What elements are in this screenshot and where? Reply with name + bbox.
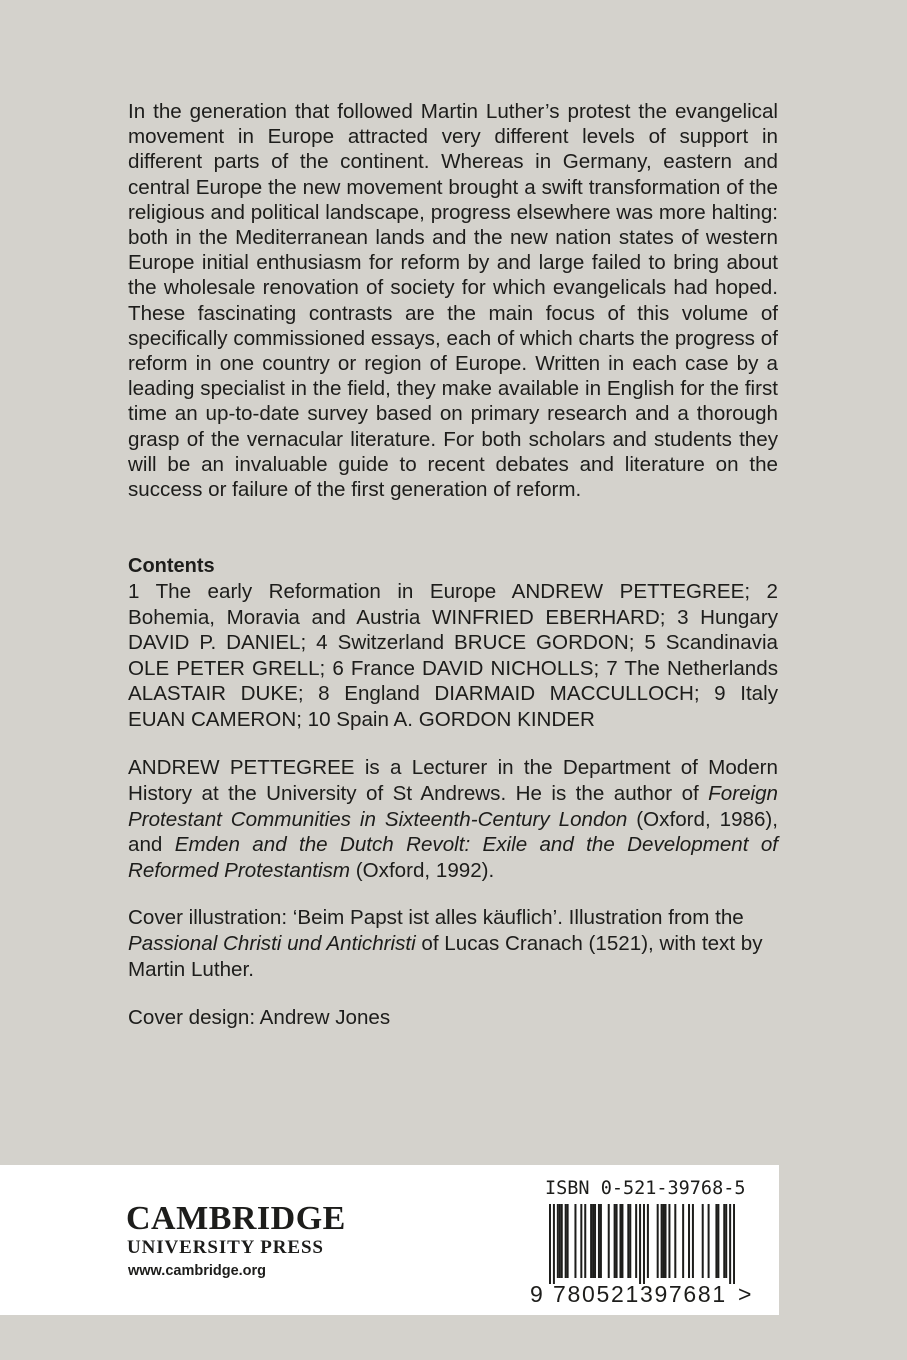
barcode-bar (717, 1204, 719, 1278)
barcode-bar (619, 1204, 621, 1278)
author-book-note-1: (Oxford, 1986), and (128, 807, 779, 857)
cover-illustration-credit (128, 905, 783, 982)
publisher-logo-name: CAMBRIDGE (126, 1200, 346, 1237)
author-book-note-2: (Oxford, 1992). (350, 859, 495, 883)
barcode-bar (725, 1204, 727, 1278)
barcode-bar (598, 1204, 600, 1278)
barcode-quiet-zone-arrow: > (738, 1281, 752, 1307)
barcode-bar (574, 1204, 576, 1278)
author-bio (128, 755, 778, 884)
barcode-bar (621, 1204, 623, 1278)
barcode-bar (565, 1204, 567, 1278)
barcode-bar (594, 1204, 596, 1278)
barcode-guard-bar (733, 1204, 735, 1284)
barcode-bar (557, 1204, 559, 1278)
barcode-digits: 780521397681 (553, 1281, 727, 1307)
barcode-bar (627, 1204, 629, 1278)
barcode-bar (688, 1204, 690, 1278)
barcode-bar (614, 1204, 616, 1278)
barcode-bar (715, 1204, 717, 1278)
isbn-label: ISBN 0-521-39768-5 (545, 1178, 746, 1199)
barcode-bar (663, 1204, 665, 1278)
barcode-guard-bar (643, 1204, 645, 1284)
contents-list: 1 The early Reformation in Europe ANDREW PETTEGREE; 2 Bohemia, Moravia and Austria WINFRIED EBERHARD; 3 Hungary DAVID P. DANIEL; 4 Switzerland BRUCE GORDON; 5 Scandinavia OLE PETER GRELL; 6 France DAVID NICHOLLS; 7 The Netherlands ALASTAIR DUKE; 8 England DIARMAID MACCULLOCH; 9 Italy EUAN CAMERON; 10 Spain A. GORDON KINDER (128, 580, 778, 731)
barcode-bar (702, 1204, 704, 1278)
barcode-bar (668, 1204, 670, 1278)
barcode-bar (567, 1204, 569, 1278)
cover-illustration-part2: of Lucas Cranach (1521), with text by Martin Luther. (128, 931, 763, 981)
barcode-bar (561, 1204, 563, 1278)
barcode-bar (616, 1204, 618, 1278)
author-book-title-2: Emden and the Dutch Revolt: Exile and the Development of Reformed Protestantism (128, 833, 778, 883)
publisher-logo-subtitle: UNIVERSITY PRESS (127, 1237, 324, 1258)
barcode-guard-bar (639, 1204, 641, 1284)
barcode-bar (661, 1204, 663, 1278)
barcode-bar (629, 1204, 631, 1278)
barcode-bar (600, 1204, 602, 1278)
barcode-bar (708, 1204, 710, 1278)
publisher-url: www.cambridge.org (128, 1263, 267, 1279)
barcode-bar (665, 1204, 667, 1278)
barcode-bar (674, 1204, 676, 1278)
barcode-first-digit: 9 (530, 1281, 543, 1307)
barcode-bar (635, 1204, 637, 1278)
barcode-guard-bar (729, 1204, 731, 1284)
barcode-guard-bar (549, 1204, 551, 1284)
author-bio-intro: ANDREW PETTEGREE is a Lecturer in the Department of Modern History at the University of St Andrews. He is the author of (128, 756, 778, 805)
barcode-bar (584, 1204, 586, 1278)
cover-design-credit: Cover design: Andrew Jones (128, 1006, 391, 1029)
barcode-bar (723, 1204, 725, 1278)
barcode-bar (559, 1204, 561, 1278)
barcode-bar (608, 1204, 610, 1278)
barcode-bar (647, 1204, 649, 1278)
cover-illustration-title: Passional Christi und Antichristi (128, 931, 416, 955)
barcode-bar (580, 1204, 582, 1278)
barcode-bar (657, 1204, 659, 1278)
author-book-title-1: Foreign Protestant Communities in Sixteenth-Century London (128, 781, 778, 831)
barcode-guard-bar (553, 1204, 555, 1284)
barcode-bar (682, 1204, 684, 1278)
barcode-bar (592, 1204, 594, 1278)
contents-heading: Contents (128, 555, 215, 577)
isbn-barcode (549, 1204, 735, 1284)
barcode-bar (590, 1204, 592, 1278)
cover-illustration-part1: Cover illustration: ‘Beim Papst ist alles käuflich’. Illustration from the (128, 906, 744, 929)
barcode-bar (692, 1204, 694, 1278)
book-description: In the generation that followed Martin Luther’s protest the evangelical movement in Europe attracted very different levels of support in different parts of the continent. Whereas in Germany, eastern and central Europe the new movement brought a swift transformation of the religious and political landscape, progress elsewhere was more halting: both in the Mediterranean lands and the new nation states of western Europe initial enthusiasm for reform by and large failed to bring about the wholesale renovation of society for which evangelicals had hoped. These fascinating contrasts are the main focus of this volume of specifically commissioned essays, each of which charts the progress of reform in one country or region of Europe. Written in each case by a leading specialist in the field, they make available in English for the first time an up-to-date survey based on primary research and a thorough grasp of the vernacular literature. For both scholars and students they will be an invaluable guide to recent debates and literature on the success or failure of the first generation of reform. (128, 100, 778, 502)
